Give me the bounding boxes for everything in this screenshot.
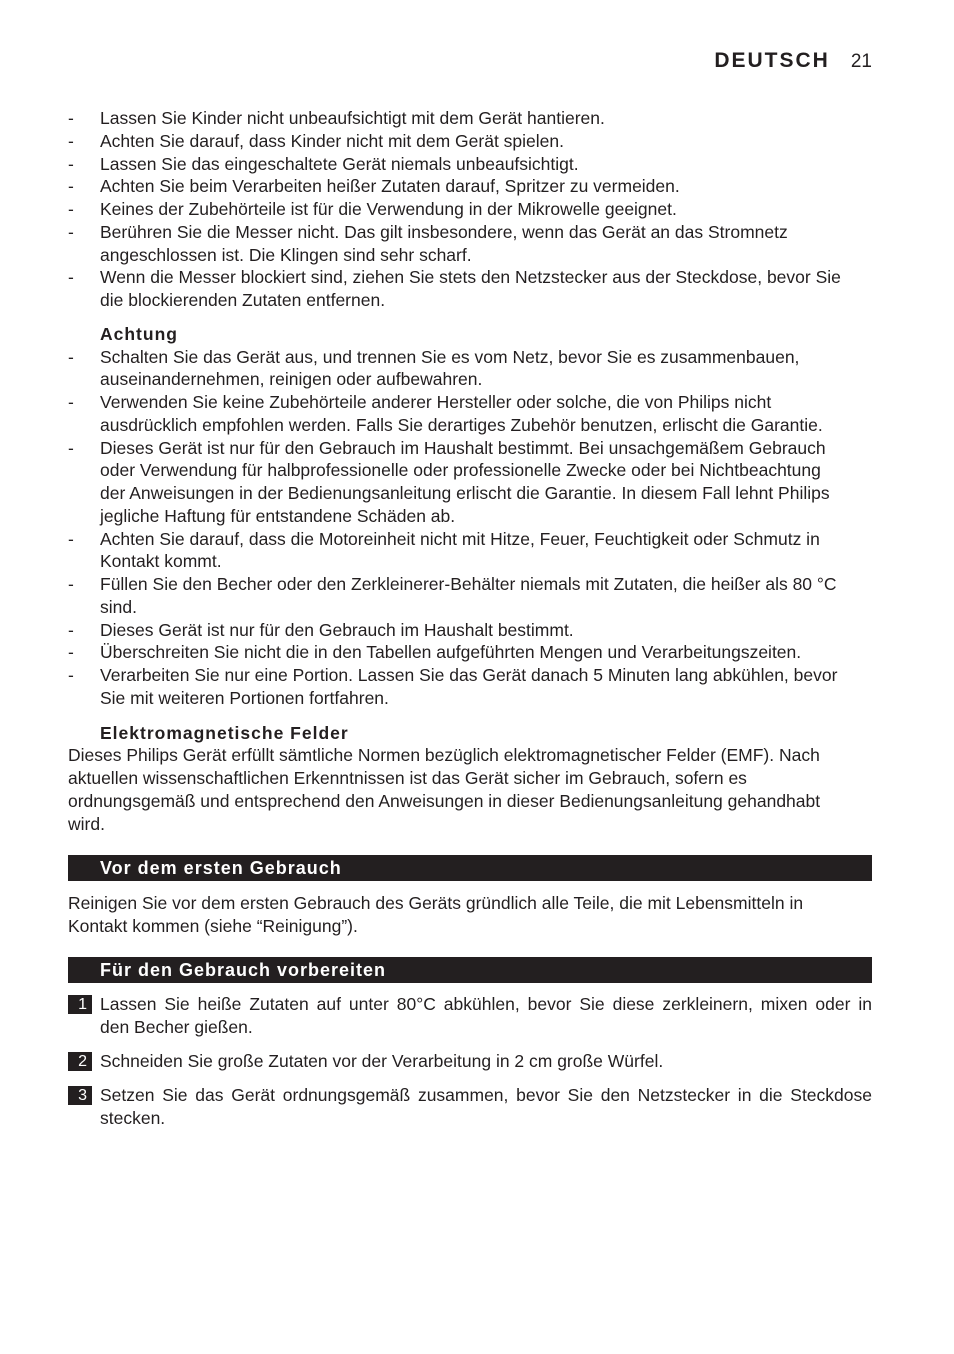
list-item (68, 221, 872, 267)
list-item (68, 175, 872, 198)
list-item (68, 153, 872, 176)
page-number: 21 (850, 51, 872, 72)
warnings-list (68, 107, 872, 312)
list-item (68, 198, 872, 221)
list-item (68, 346, 872, 392)
item-line: Berühren Sie die Messer nicht. Das gilt insbesondere, wenn das Gerät an das Stromnetz (100, 221, 788, 242)
emf-heading: Elektromagnetische Felder (100, 722, 349, 743)
item-line: Dieses Gerät ist nur für den Gebrauch im Haushalt bestimmt. (100, 619, 574, 640)
page-content (68, 107, 872, 1129)
item-line: jegliche Haftung für entstandene Schäden ab. (100, 505, 456, 526)
step-line: stecken. (100, 1107, 166, 1128)
item-line: Verwenden Sie keine Zubehörteile anderer Hersteller oder solche, die von Philips nicht (100, 392, 772, 412)
step-item (68, 1084, 872, 1130)
bullet-dash: - (68, 642, 74, 663)
step-number: 1 (68, 995, 92, 1014)
bullet-dash: - (68, 437, 74, 458)
step-item (68, 993, 872, 1039)
page-header (714, 49, 872, 74)
item-line: oder Verwendung für halbprofessionelle oder professionelle Zwecke oder bei Nichtbeachtung (100, 460, 821, 481)
item-line: angeschlossen ist. Die Klingen sind sehr scharf. (100, 244, 472, 265)
item-line: Überschreiten Sie nicht die in den Tabellen aufgeführten Mengen und Verarbeitungszeiten. (100, 642, 802, 663)
step-line: Setzen Sie das Gerät ordnungsgemäß zusammen, bevor Sie den Netzstecker in die Steckdose (100, 1084, 872, 1105)
paragraph-line: aktuellen wissenschaftlichen Erkenntnissen ist das Gerät sicher im Gebrauch, sofern es (68, 768, 747, 788)
step-number: 2 (68, 1052, 92, 1071)
list-item (68, 391, 872, 437)
bullet-dash: - (68, 528, 74, 549)
item-line: Wenn die Messer blockiert sind, ziehen Sie stets den Netzstecker aus der Steckdose, bevor Sie (100, 267, 841, 288)
item-line: sind. (100, 596, 137, 617)
item-line: Achten Sie darauf, dass die Motoreinheit nicht mit Hitze, Feuer, Feuchtigkeit oder Schmutz in (100, 528, 820, 549)
first-use-paragraph (68, 892, 872, 938)
bullet-dash: - (68, 108, 74, 128)
caution-list (68, 346, 872, 710)
list-item (68, 573, 872, 619)
bullet-dash: - (68, 574, 74, 594)
bullet-dash: - (68, 392, 74, 412)
bullet-dash: - (68, 176, 74, 197)
emf-paragraph (68, 744, 872, 835)
language-label: DEUTSCH (714, 49, 830, 72)
paragraph-line: Reinigen Sie vor dem ersten Gebrauch des Geräts gründlich alle Teile, die mit Lebensmitteln in (68, 892, 804, 913)
list-item (68, 437, 872, 528)
section-bar-first-use: Vor dem ersten Gebrauch (68, 855, 872, 881)
bullet-dash: - (68, 199, 74, 219)
item-line: Füllen Sie den Becher oder den Zerkleinerer-Behälter niemals mit Zutaten, die heißer als 80 °C (100, 574, 837, 594)
item-line: Keines der Zubehörteile ist für die Verwendung in der Mikrowelle geeignet. (100, 199, 677, 219)
item-line: der Anweisungen in der Bedienungsanleitung erlischt die Garantie. In diesem Fall lehnt Philips (100, 483, 830, 503)
bullet-dash: - (68, 153, 74, 174)
caution-heading: Achtung (100, 323, 178, 344)
step-number: 3 (68, 1086, 92, 1105)
item-line: Lassen Sie das eingeschaltete Gerät niemals unbeaufsichtigt. (100, 153, 579, 174)
item-line: Verarbeiten Sie nur eine Portion. Lassen Sie das Gerät danach 5 Minuten lang abkühlen, bevor (100, 665, 838, 685)
item-line: ausdrücklich empfohlen werden. Falls Sie derartiges Zubehör benutzen, erlischt die Garantie. (100, 414, 823, 435)
paragraph-line: Dieses Philips Gerät erfüllt sämtliche Normen bezüglich elektromagnetischer Felder (EMF). Nach (68, 745, 820, 766)
list-item (68, 266, 872, 312)
item-line: Schalten Sie das Gerät aus, und trennen Sie es vom Netz, bevor Sie es zusammenbauen, (100, 346, 800, 367)
bullet-dash: - (68, 130, 74, 151)
item-line: Kontakt kommt. (100, 551, 222, 572)
bullet-dash: - (68, 221, 74, 242)
paragraph-line: Kontakt kommen (siehe “Reinigung”). (68, 915, 358, 936)
list-item (68, 619, 872, 642)
bullet-dash: - (68, 665, 74, 685)
list-item (68, 664, 872, 710)
section-bar-preparation: Für den Gebrauch vorbereiten (68, 957, 872, 983)
item-line: auseinandernehmen, reinigen oder aufbewahren. (100, 369, 483, 390)
item-line: Achten Sie beim Verarbeiten heißer Zutaten darauf, Spritzer zu vermeiden. (100, 176, 680, 197)
item-line: die blockierenden Zutaten entfernen. (100, 290, 386, 310)
list-item (68, 641, 872, 664)
item-line: Sie mit weiteren Portionen fortfahren. (100, 687, 389, 708)
list-item (68, 107, 872, 130)
bullet-dash: - (68, 267, 74, 288)
item-line: Lassen Sie Kinder nicht unbeaufsichtigt mit dem Gerät hantieren. (100, 108, 605, 128)
step-line: Lassen Sie heiße Zutaten auf unter 80°C abkühlen, bevor Sie diese zerkleinern, mixen oder in (100, 993, 872, 1014)
bullet-dash: - (68, 346, 74, 367)
bullet-dash: - (68, 619, 74, 640)
step-line: den Becher gießen. (100, 1016, 253, 1037)
step-item (68, 1050, 872, 1073)
list-item (68, 130, 872, 153)
item-line: Dieses Gerät ist nur für den Gebrauch im Haushalt bestimmt. Bei unsachgemäßem Gebrauch (100, 437, 826, 458)
step-line: Schneiden Sie große Zutaten vor der Verarbeitung in 2 cm große Würfel. (100, 1050, 664, 1071)
item-line: Achten Sie darauf, dass Kinder nicht mit dem Gerät spielen. (100, 130, 564, 151)
paragraph-line: wird. (68, 813, 105, 834)
paragraph-line: ordnungsgemäß und entsprechend den Anweisungen in dieser Bedienungsanleitung gehandhabt (68, 790, 821, 811)
list-item (68, 528, 872, 574)
